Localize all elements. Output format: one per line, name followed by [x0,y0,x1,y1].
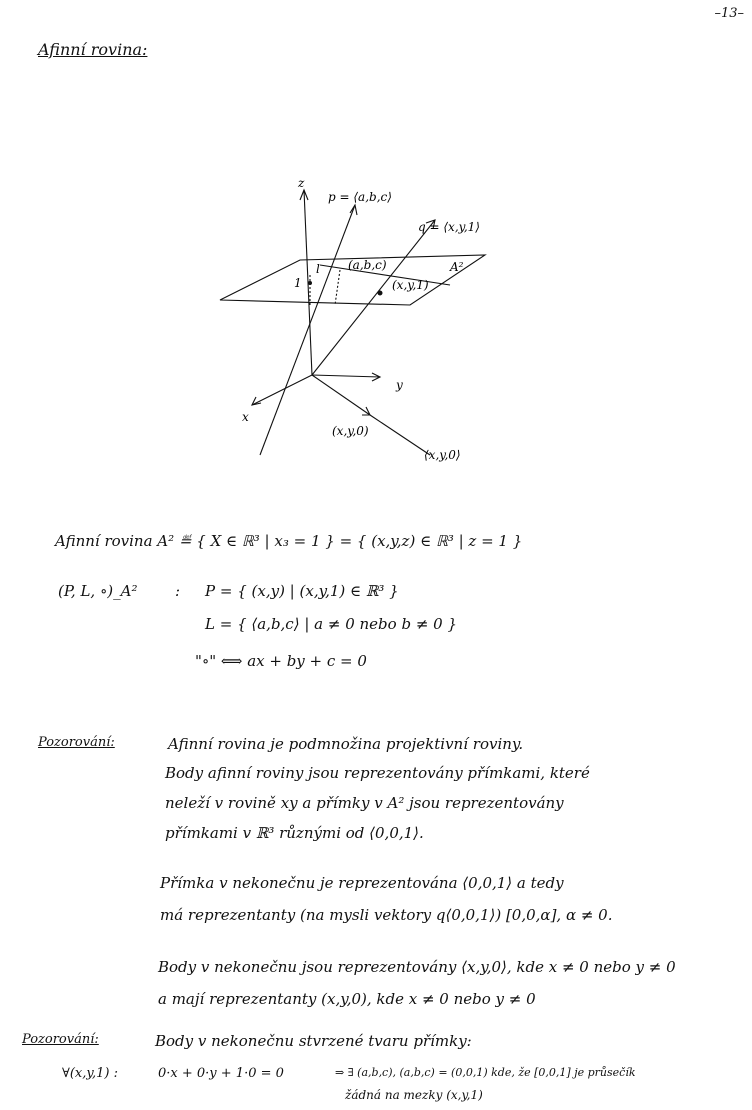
l-label: l [316,262,320,276]
observation-1-line-8: a mají reprezentanty (x,y,0), kde x ≠ 0 nebo y ≠ 0 [158,990,536,1008]
observation-2-line-2-left: ∀(x,y,1) : [62,1066,118,1081]
page-title: Afinní rovina: [38,40,148,59]
line-xy0 [312,375,370,415]
definition-line-2-colon: : [175,582,181,600]
observation-1-line-3: neleží v rovině xy a přímky v A² jsou reprezentovány [165,794,564,812]
x-axis [252,375,312,405]
xy1-point-label: (x,y,1) [392,278,429,292]
observation-1-line-2: Body afinní roviny jsou reprezentovány přímkami, které [165,764,590,782]
observation-1-line-7: Body v nekonečnu jsou reprezentovány ⟨x,y,0⟩, kde x ≠ 0 nebo y ≠ 0 [158,958,676,976]
x-label: x [242,410,249,424]
projective-plane-diagram [200,165,510,465]
y-axis [312,375,380,377]
p-label: p = ⟨a,b,c⟩ [328,190,392,204]
observation-2-line-3: žádná na mezky (x,y,1) [345,1088,483,1102]
q-label: q = ⟨x,y,1⟩ [418,220,480,234]
z-label: z [298,176,305,190]
observation-2-label: Pozorování: [22,1032,99,1047]
observation-1-label: Pozorování: [38,735,115,750]
xy0-vector-label: ⟨x,y,0⟩ [424,448,461,462]
y-label: y [396,378,403,392]
definition-line-1: Afinní rovina A² ≝ { X ∈ ℝ³ | x₃ = 1 } = { (x,y,z) ∈ ℝ³ | z = 1 } [55,532,523,550]
definition-line-2-left: (P, L, ∘)_A² [58,582,138,600]
observation-1-line-6: má reprezentanty (na mysli vektory q⟨0,0,1⟩) [0,0,α], α ≠ 0. [160,906,613,924]
definition-line-3: L = { ⟨a,b,c⟩ | a ≠ 0 nebo b ≠ 0 } [205,615,458,633]
observation-1-line-1: Afinní rovina je podmnožina projektivní roviny. [168,735,524,753]
observation-2-line-1: Body v nekonečnu stvrzené tvaru přímky: [155,1032,472,1050]
observation-1-line-5: Přímka v nekonečnu je reprezentována ⟨0,0,1⟩ a tedy [160,874,564,892]
observation-1-line-4: přímkami v ℝ³ různými od ⟨0,0,1⟩. [165,824,424,842]
page-number: –13– [714,6,744,21]
xy0-point-label: (x,y,0) [332,424,369,438]
definition-line-2-right: P = { (x,y) | (x,y,1) ∈ ℝ³ } [205,582,399,600]
definition-line-4: "∘" ⟺ ax + by + c = 0 [195,652,367,670]
one-label: 1 [294,276,302,290]
line-q [312,220,435,375]
observation-2-line-2-right: ⇒ ∃ (a,b,c), (a,b,c) = (0,0,1) kde, že [0,0,1] je průsečík [335,1066,636,1079]
observation-2-line-2-mid: 0·x + 0·y + 1·0 = 0 [158,1066,284,1081]
plane-label: A² [450,260,464,274]
abc-point-label: (a,b,c) [348,258,387,272]
line-p [260,205,355,455]
